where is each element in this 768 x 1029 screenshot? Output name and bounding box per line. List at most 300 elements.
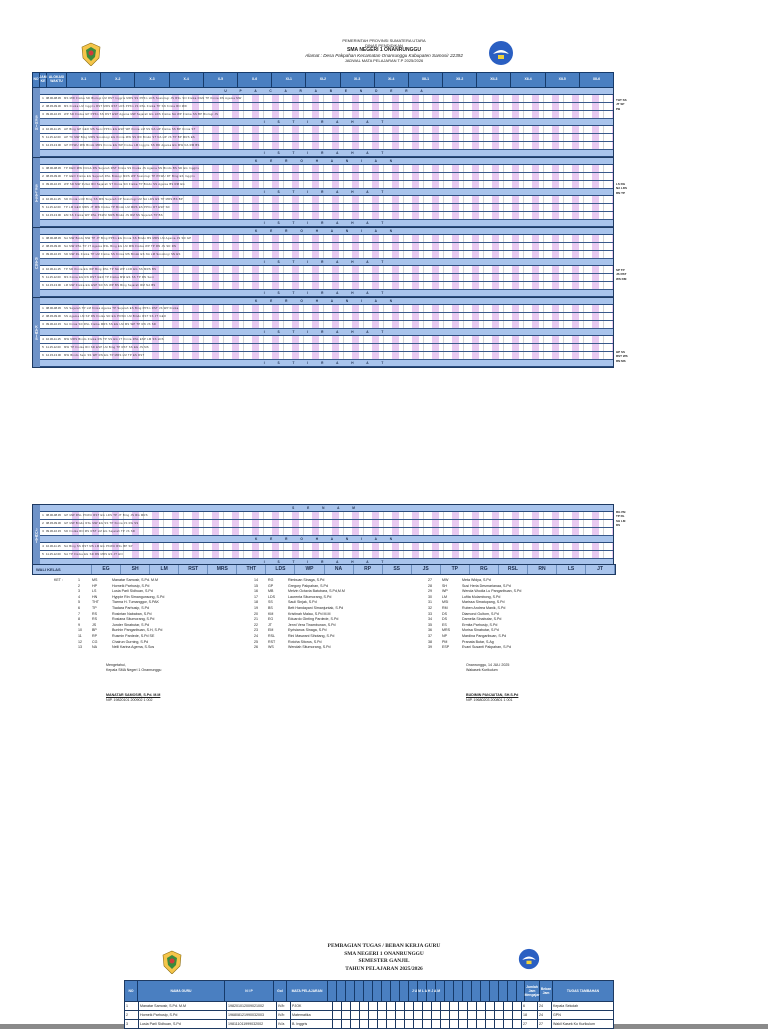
day-name: SENIN — [33, 88, 40, 157]
key-teacher-name: Bunhin Pangaribuan, S.H, S.Pd — [112, 628, 163, 633]
workload-cell: Horneik Parhusip, S.Pd — [139, 1011, 227, 1019]
walikelas-name: TP — [441, 565, 470, 574]
key-teacher-name: Evani Susanti Pakpahan, S.Pd — [462, 645, 511, 650]
schedule-row — [40, 212, 613, 220]
schedule-row — [40, 95, 613, 103]
key-code: EG — [268, 617, 274, 622]
workload-table-header — [125, 981, 613, 1001]
key-teacher-name: Laurenta Situmorang, S.Pd — [288, 594, 332, 599]
workload-cell: Kepala Sekolah — [553, 1004, 579, 1008]
key-code: LDS — [268, 594, 275, 599]
day-name: JUMAT — [33, 505, 40, 566]
period-time: 09.30-10.15 — [46, 181, 64, 188]
p2-h-jml: Jumlah Jam Mengajar — [525, 981, 540, 1001]
key-code: GP — [268, 583, 274, 588]
period-time: 09.30-10.15 — [46, 321, 64, 328]
walikelas-name: EG — [92, 565, 121, 574]
period-time: 08.00-08.45 — [46, 95, 64, 102]
key-code: SS — [268, 600, 273, 605]
key-teacher-name: Nelli Karina Agema, S.Sos — [112, 645, 155, 650]
walikelas-name: WP — [295, 565, 324, 574]
key-teacher-name: Junder Sinabutar, S.Pd — [112, 622, 149, 627]
period-assignments: MS MW Fisika SD Biologi LM RST Inggris MRS SS PPKn LDS Sosiologi JS RSL SN Fisika DGN TP Kimia RN Agama MW — [64, 95, 613, 102]
workload-cell: 18 — [522, 1011, 538, 1019]
key-teacher-name: Ermita Parhusip, S.Pd — [462, 622, 498, 627]
period-time: 10.30-11.15 — [46, 543, 64, 550]
workload-cell: IV/a — [277, 1020, 291, 1028]
key-code: CG — [92, 639, 98, 644]
schedule-row — [40, 181, 613, 189]
friday-grid — [32, 504, 614, 567]
key-teacher-name: Eyrisianus Sinaga, S.Pd — [288, 628, 327, 633]
class-col-14: XII-5 — [546, 73, 580, 87]
workload-cell — [333, 1011, 522, 1019]
day-block-senin — [32, 88, 614, 158]
class-col-2: X-3 — [135, 73, 169, 87]
signature-right — [466, 663, 518, 703]
period-time: 09.30-10.15 — [46, 528, 64, 535]
key-teacher-name: Susi Heria Desmarianaa, S.Pd — [462, 583, 511, 588]
walikelas-name: THT — [237, 565, 266, 574]
period-time: 08.45-09.30 — [46, 243, 64, 250]
walikelas-name: RG — [470, 565, 499, 574]
walikelas-name: LS — [557, 565, 586, 574]
schedule-row — [40, 305, 613, 313]
period-time: 09.30-10.15 — [46, 111, 64, 118]
key-number: 22 — [254, 622, 258, 627]
workload-cell: Matematika — [291, 1011, 333, 1019]
period-number: 6 — [40, 142, 46, 149]
key-number: 5 — [78, 600, 80, 605]
break-banner: I S T I R A H A T — [40, 259, 613, 266]
key-number: 12 — [78, 639, 82, 644]
key-number: 33 — [428, 611, 432, 616]
workload-cell: Lusia Parli Sidhuan, S.Pd — [139, 1020, 227, 1028]
header-line2: DINAS PENDIDIKAN — [365, 43, 403, 48]
p2-h-nama: NAMA GURU — [138, 981, 225, 1001]
period-assignments: GP PKWU MW Bindo MRS Kimia EG WP Fisika LM Inggris SS RD Agama EG MW NA RM BS — [64, 142, 613, 149]
walikelas-name: SH — [121, 565, 150, 574]
key-number: 24 — [254, 633, 258, 638]
break-banner: S E N A M — [40, 505, 613, 512]
schedule-row — [40, 282, 613, 290]
break-banner: I S T I R A H A T — [40, 329, 613, 336]
key-code: MRS — [442, 628, 450, 633]
day-block-selasa — [32, 158, 614, 228]
key-teacher-name: Melvin Octavia Batubara, S.Pd,M.M — [288, 589, 345, 594]
period-assignments: SD Kimia LCR Bing SS MW Sejarah CP Sosiologi LM NA LDS ES TP MRS BS BP — [64, 196, 613, 203]
key-number: 36 — [428, 628, 432, 633]
key-number: 34 — [428, 617, 432, 622]
day-name: RABU — [33, 228, 40, 297]
workload-cell: 198201012009021002 — [227, 1002, 277, 1010]
period-number: 3 — [40, 321, 46, 328]
key-teacher-name: Jenni Vera Tinambunan, S.Pd — [288, 622, 336, 627]
period-number: 2 — [40, 243, 46, 250]
key-code: EM — [268, 628, 274, 633]
schedule-row — [40, 204, 613, 212]
class-col-5: X-6 — [238, 73, 272, 87]
key-number: 7 — [78, 611, 80, 616]
key-code: HP — [92, 583, 97, 588]
walikelas-row — [32, 564, 616, 575]
period-assignments: TP DEO MW FUGA RN Sejarah RST Kimia SS Fisika JS Agama SN Bindo BS SD EG Inggris — [64, 165, 613, 172]
schedule-row — [40, 543, 613, 551]
period-time: 10.30-11.15 — [46, 126, 64, 133]
period-assignments: WP SD MW FUGA RN Sejarah ST Kimia SN Fisika TP Bindo SS Agama BS RM EG — [64, 181, 613, 188]
period-assignments: TP SD Kimia EG WP Bing RSL TP NA WP LCR EG SS MRS BS — [64, 266, 613, 273]
workload-cell — [333, 1020, 522, 1028]
col-waktu: ALOKASI WAKTU — [47, 73, 67, 87]
class-col-4: X-5 — [204, 73, 238, 87]
key-number: 25 — [254, 639, 258, 644]
p2-h-mapel: MATA PELAJARAN — [287, 981, 328, 1001]
schedule-row — [40, 266, 613, 274]
walikelas-name: NA — [325, 565, 354, 574]
p2-h-gol: Gol — [274, 981, 287, 1001]
class-col-6: XI-1 — [272, 73, 306, 87]
key-code: MSI — [442, 600, 449, 605]
key-teacher-name: Horneik Parhusip, S.Pd — [112, 583, 150, 588]
key-code: RSL — [268, 633, 275, 638]
workload-cell: 1 — [125, 1002, 139, 1010]
schedule-row — [40, 126, 613, 134]
key-code: ESP — [442, 645, 450, 650]
key-teacher-name: Rosiana Situmorang, S.Pd — [112, 617, 155, 622]
workload-cell: 3 — [125, 1020, 139, 1028]
p2-line1: PEMBAGIAN TUGAS / BEBAN KERJA GURU — [327, 943, 441, 949]
p2-line4: TAHUN PELAJARAN 2025/2026 — [345, 965, 423, 972]
break-banner: I S T I R A H A T — [40, 150, 613, 157]
period-time: 08.00-08.45 — [46, 512, 64, 519]
workload-cell: 24 — [538, 1002, 552, 1010]
p2-h-tugas: TUGAS TAMBAHAN — [566, 989, 600, 993]
key-number: 30 — [428, 594, 432, 599]
key-teacher-name: Manatar Samosir, S.Pd. M.M — [112, 578, 158, 582]
class-col-8: XI-3 — [341, 73, 375, 87]
key-number: 28 — [428, 583, 432, 588]
period-assignments: EM SS Fisika WP RSL PKWU MRS Bindo JS RM SS Sejarah TP BS — [64, 212, 613, 219]
header-line1: PEMERINTAH PROVINSI SUMATERA UTARA — [342, 38, 426, 43]
walikelas-name: JT — [586, 565, 615, 574]
key-teacher-name: Diamond Gultom, S.Pd — [462, 611, 499, 616]
key-code: THT — [92, 600, 99, 605]
schedule-subtitle: JADWAL MATA PELAJARAN T.P 2025/2026 — [344, 58, 424, 63]
period-assignments: NA TP Fisika EG SD RN MRS ES JT HN — [64, 551, 613, 558]
class-col-9: XI-4 — [375, 73, 409, 87]
period-number: 4 — [40, 543, 46, 550]
period-time: 12.15-13.00 — [46, 282, 64, 289]
period-time: 12.15-13.00 — [46, 352, 64, 359]
workload-cell: 6 — [522, 1002, 538, 1010]
walikelas-name: RSL — [499, 565, 528, 574]
break-banner: I S T I R A H A T — [40, 220, 613, 227]
key-teacher-name: Hyppie Rin Simangunsong, S.Pd — [112, 594, 165, 599]
key-column-1 — [78, 578, 164, 651]
period-time: 08.00-08.45 — [46, 165, 64, 172]
key-teacher-name: Rusmin Pardede, S.Pd SE — [112, 633, 155, 638]
period-number: 4 — [40, 266, 46, 273]
workload-cell: IV/b — [277, 1002, 291, 1010]
period-assignments: WP SD Fisika GP PPKn SS RST ESP Agama MW Sejarah EG LDS Fisika NA WP Fisika SS BP Biologi JS — [64, 111, 613, 118]
key-code: BP — [92, 628, 97, 633]
workload-cell: 27 — [522, 1020, 538, 1028]
walikelas-name: MRS — [208, 565, 237, 574]
period-number: 1 — [40, 512, 46, 519]
period-number: 5 — [40, 134, 46, 141]
period-assignments: SN Sejarah TP LM Kimia Agama TP Sejarah ES Bing PPKn RST JS WP Fisika — [64, 305, 613, 312]
period-time: 11.15-12.00 — [46, 274, 64, 281]
period-number: 2 — [40, 520, 46, 527]
key-code: RG — [268, 578, 274, 582]
schedule-row — [40, 235, 613, 243]
period-time: 08.45-09.30 — [46, 103, 64, 110]
period-number: 3 — [40, 528, 46, 535]
key-teacher-name: Marissa Simatupang, S.Pd — [462, 600, 505, 605]
schedule-grid — [32, 72, 614, 368]
workload-cell: B. Inggris — [291, 1020, 333, 1028]
schedule-row — [40, 134, 613, 142]
schedule-row — [40, 344, 613, 352]
period-time: 08.00-08.45 — [46, 235, 64, 242]
key-column-2 — [254, 578, 345, 651]
day-block-kamis — [32, 298, 614, 368]
key-teacher-name: Darnelia Sinabutar, S.Pd — [462, 617, 502, 622]
period-time: 10.30-11.15 — [46, 266, 64, 273]
p2-h-no: NO — [125, 981, 138, 1001]
workload-cell: 198111011999032002 — [227, 1020, 277, 1028]
key-code: BS — [268, 605, 273, 610]
period-number: 3 — [40, 251, 46, 258]
class-col-7: XI-2 — [306, 73, 340, 87]
break-banner: K E R O H A N I A N — [40, 228, 613, 235]
period-number: 5 — [40, 344, 46, 351]
schedule-row — [40, 142, 613, 150]
break-banner: I S T I R A H A T — [40, 290, 613, 297]
key-entry — [254, 645, 345, 651]
key-code: MB — [268, 589, 274, 594]
break-banner: I S T I R A H A T — [40, 119, 613, 126]
key-code: DS — [442, 611, 447, 616]
workload-cell: 27 — [538, 1020, 552, 1028]
key-teacher-name: Rotoha Sitorus, S.Pd — [288, 639, 322, 644]
key-number: 14 — [254, 578, 258, 582]
workload-cell: Manatar Samosir, S.Pd. M.M — [139, 1002, 227, 1010]
period-time: 10.30-11.15 — [46, 196, 64, 203]
sig-left-name: MANATAR SAMOSIR, S.Pd. M.M — [106, 693, 161, 697]
break-banner: K E R O H A N I A N — [40, 298, 613, 305]
walikelas-name: LDS — [266, 565, 295, 574]
key-number: 2 — [78, 583, 80, 588]
key-column-3 — [428, 578, 521, 651]
workload-cell: 2 — [125, 1011, 139, 1019]
day-name: SELASA — [33, 158, 40, 227]
side-label-senin: THT SS JT SP PB — [616, 98, 627, 111]
key-number: 17 — [254, 594, 258, 599]
workload-cell: 24 — [538, 1011, 552, 1019]
period-assignments: SN Agama LM SP RN Fisika SD EG PKWU LM Bindo RST SS JT GEO — [64, 313, 613, 320]
key-teacher-name: Lufita Mulambong, S.Pd — [462, 594, 501, 599]
grid-column-header — [32, 72, 614, 88]
walikelas-label: WALI KELAS — [33, 565, 92, 574]
school-name: SMA NEGERI 1 ONANRUNGGU — [347, 47, 421, 53]
p2-h-jumlah: J U M L A H J A M — [328, 981, 525, 1001]
key-code: RP — [92, 633, 97, 638]
schedule-row — [40, 251, 613, 259]
key-code: WS — [268, 645, 274, 650]
key-code: LS — [92, 589, 97, 594]
key-teacher-name: Tiadara Parhusip, S.Pd — [112, 605, 150, 610]
schedule-row — [40, 243, 613, 251]
period-assignments: SD Fisika RN MS RST LM EG Sejarah TP JS SD — [64, 528, 613, 535]
workload-cell: 196808121990032003 — [227, 1011, 277, 1019]
period-assignments: MW Bindo Seni SS WP RN EG TP MRS LM TP ES RST — [64, 352, 613, 359]
p2-line2: SMA NEGERI 1 ONANRUNGGU — [344, 950, 424, 957]
key-number: 1 — [78, 578, 80, 582]
key-number: 26 — [254, 645, 258, 650]
days-container — [32, 88, 614, 368]
day-block-rabu — [32, 228, 614, 298]
schedule-row — [40, 274, 613, 282]
period-number: 5 — [40, 274, 46, 281]
period-time: 08.45-09.30 — [46, 520, 64, 527]
period-number: 1 — [40, 305, 46, 312]
schedule-row — [40, 321, 613, 329]
key-number: 21 — [254, 617, 258, 622]
key-entry — [428, 645, 521, 651]
workload-row — [125, 1001, 613, 1010]
period-assignments: MW MRS Bindo Fisika RN TP SS EG JT Kimia RSL ESP LM SS LDS — [64, 336, 613, 343]
period-time: 12.15-13.00 — [46, 212, 64, 219]
break-banner: U P A C A R A B E N D E R A — [40, 88, 613, 95]
key-title: KET : — [54, 578, 63, 582]
key-teacher-name: Sauli Sinjak, S.Pd — [288, 600, 317, 605]
key-number: 8 — [78, 617, 80, 622]
key-number: 20 — [254, 611, 258, 616]
break-banner: K E R O H A N I A N — [40, 158, 613, 165]
period-number: 6 — [40, 212, 46, 219]
key-code: MW — [442, 578, 449, 582]
p2-line3: SEMESTER GANJIL — [358, 958, 410, 965]
key-number: 31 — [428, 600, 432, 605]
key-teacher-name: Chairun Gurning, S.Pd — [112, 639, 149, 644]
period-assignments: NA MW RSL TP JT Agama RSL Bing EG LM MW Fisika WP TP RN JS SD RN — [64, 243, 613, 250]
period-time: 11.15-12.00 — [46, 134, 64, 141]
workload-table — [124, 980, 614, 1029]
period-time: 11.15-12.00 — [46, 344, 64, 351]
sig-right-place: Onanrunggu, 14 JULI 2025 — [466, 663, 510, 667]
key-teacher-name: Wendah Situmorang, S.Pd — [288, 645, 331, 650]
schedule-row — [40, 313, 613, 321]
key-code: LM — [442, 594, 447, 599]
period-time: 10.30-11.15 — [46, 336, 64, 343]
period-time: 09.30-10.15 — [46, 251, 64, 258]
key-number: 35 — [428, 622, 432, 627]
key-code: NP — [442, 633, 447, 638]
period-number: 1 — [40, 235, 46, 242]
period-number: 4 — [40, 126, 46, 133]
key-number: 10 — [78, 628, 82, 633]
day-block-jumat — [32, 504, 614, 567]
period-number: 5 — [40, 551, 46, 558]
key-number: 38 — [428, 639, 432, 644]
key-code: PM — [442, 639, 448, 644]
period-assignments: NA Kimia SD RSL Fisika MRS SS EG LM MS WP TP RN JS SD — [64, 321, 613, 328]
period-assignments: GP MW Bindo RSL MW EG SS TP Kimia JS RG SS — [64, 520, 613, 527]
school-address: Alamat : Desa Pakpahan Kecamatan Onanrunggu Kabupaten Samosir 22392 — [305, 53, 463, 58]
period-time: 12.15-13.00 — [46, 142, 64, 149]
key-code: SH — [442, 583, 447, 588]
key-teacher-name: Wenda Woolia Lu Pangaribuan, S.Pd — [462, 589, 522, 594]
class-col-15: XII-6 — [592, 77, 600, 82]
period-number: 2 — [40, 313, 46, 320]
key-teacher-name: Bett Handayani Simanjuntak, S.Pd — [288, 605, 344, 610]
walikelas-name: SS — [383, 565, 412, 574]
schedule-row — [40, 528, 613, 536]
period-assignments: NA MW Bindo MW TP JT Bing PPKn EG Kimia SS Bindo BS MRS LM Agama JS SD GP — [64, 235, 613, 242]
period-time: 08.00-08.45 — [46, 305, 64, 312]
key-teacher-name: Tiarma H. Tumanggor, S.PAK — [112, 600, 159, 605]
schedule-row — [40, 173, 613, 181]
period-time: 11.15-12.00 — [46, 204, 64, 211]
workload-row — [125, 1010, 613, 1019]
workload-cell: PJOK — [291, 1002, 333, 1010]
side-label-rabu: SP TP JS RST WS DM — [616, 268, 627, 281]
sig-right-name: BUDIMIN PANJAITAN, SH.S.Pd — [466, 693, 519, 697]
key-code: JS — [92, 622, 97, 627]
col-no: NO — [33, 73, 40, 87]
key-number: 23 — [254, 628, 258, 633]
key-teacher-name: Ruben Andrea Manik, S.Pd — [462, 605, 506, 610]
key-number: 6 — [78, 605, 80, 610]
period-time: 08.45-09.30 — [46, 313, 64, 320]
key-teacher-name: Rosintan Nababan, S.Pd — [112, 611, 152, 616]
key-number: 15 — [254, 583, 258, 588]
period-assignments: LM MW Fisika EG ESP SD SS WP BS Bing Sejarah RM NA BS — [64, 282, 613, 289]
col-jam-ke: JAM KE — [40, 73, 47, 87]
key-code: WP — [442, 589, 448, 594]
class-col-13: XII-4 — [511, 73, 545, 87]
p2-h-beban: Beban Jam — [540, 981, 553, 1001]
break-banner: I S T I R A H A T — [40, 189, 613, 196]
key-teacher-name: Meta Widya, S.Pd — [462, 578, 491, 582]
key-number: 19 — [254, 605, 258, 610]
walikelas-name: RN — [528, 565, 557, 574]
walikelas-name: RP — [354, 565, 383, 574]
period-number: 4 — [40, 336, 46, 343]
period-assignments: HP Bing GP GEO MS Seni PPKn EG ESP WP Kimia LM SS NA HP Fisika SS BP Kimia ST — [64, 126, 613, 133]
period-number: 3 — [40, 181, 46, 188]
workload-cell — [333, 1002, 522, 1010]
class-col-12: XII-3 — [477, 73, 511, 87]
period-number: 2 — [40, 103, 46, 110]
key-number: 32 — [428, 605, 432, 610]
period-assignments: NA Bing SS RST MS LM EG PKWU RSL BP SP — [64, 543, 613, 550]
key-number: 3 — [78, 589, 80, 594]
class-col-1: X-2 — [101, 73, 135, 87]
schedule-row — [40, 165, 613, 173]
key-code: TP — [92, 605, 97, 610]
key-code: RS — [92, 611, 97, 616]
key-teacher-name: Lusia Parli Sidhuan, S.Pd — [112, 589, 153, 594]
key-number: 18 — [254, 600, 258, 605]
period-assignments: MS Fisika LM Inggris RST MRS RST LDS PPKn JS RSL Fisika TP SN Kimia RN MW — [64, 103, 613, 110]
key-code: JT — [268, 622, 272, 627]
document-header — [0, 38, 768, 63]
workload-cell: Wakil Kasek Ko Kurikulum — [553, 1022, 596, 1026]
key-number: 13 — [78, 645, 82, 650]
sig-right-role: Wakasek Kurikulum — [466, 668, 498, 672]
